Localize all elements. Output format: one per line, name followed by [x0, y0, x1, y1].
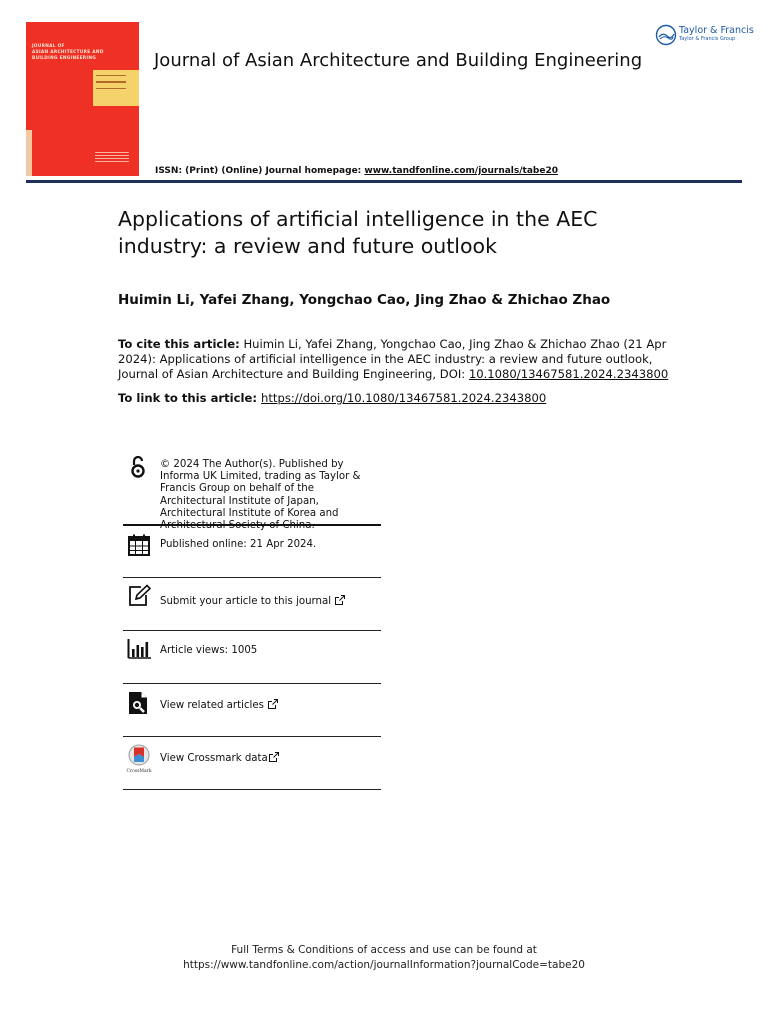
- open-access-icon: [127, 455, 151, 479]
- header-divider: [26, 180, 742, 183]
- external-link-icon: [269, 752, 279, 762]
- footer-terms-link[interactable]: https://www.tandfonline.com/action/journalInformation?journalCode=tabe20: [183, 959, 585, 971]
- submit-row[interactable]: [123, 578, 381, 631]
- article-doi-link[interactable]: https://doi.org/10.1080/13467581.2024.2343800: [261, 391, 547, 405]
- citation-doi-link[interactable]: 10.1080/13467581.2024.2343800: [468, 367, 669, 381]
- edit-icon: [127, 584, 151, 608]
- taylor-francis-logo-icon: [655, 24, 677, 46]
- calendar-icon: [127, 533, 151, 557]
- citation-block: [118, 337, 678, 382]
- cover-title-line: JOURNAL OF: [32, 44, 65, 49]
- citation-label: To cite this article:: [118, 337, 240, 351]
- row-divider: [123, 789, 381, 790]
- article-title: Applications of artificial intelligence in the AEC industry: a review and future outlook: [118, 207, 598, 258]
- cover-title-line: BUILDING ENGINEERING: [32, 56, 97, 61]
- open-access-text: © 2024 The Author(s). Published by Informa UK Limited, trading as Taylor & Francis Group on behalf of the Architectural Institute of Japan, Architectural Institute of Korea and: [160, 459, 361, 519]
- link-label: To link to this article:: [118, 391, 262, 405]
- citation-text: Huimin Li, Yafei Zhang, Yongchao Cao, Jing Zhao & Zhichao Zhao (21 Apr 2024): Applications of artificial intelligence in the AEC industry: a review and future outlook, Journal of Asian Architecture and Building Engineering, DOI:: [118, 337, 667, 381]
- published-text: Published online: 21 Apr 2024.: [160, 539, 317, 550]
- open-access-row: [123, 455, 381, 525]
- crossmark-label: CrossMark: [126, 769, 152, 774]
- crossmark-text: View Crossmark data: [160, 753, 268, 764]
- article-link-line: [118, 391, 546, 405]
- article-authors: Huimin Li, Yafei Zhang, Yongchao Cao, Jing Zhao & Zhichao Zhao: [118, 292, 611, 308]
- crossmark-row[interactable]: [123, 737, 381, 790]
- related-row[interactable]: [123, 684, 381, 737]
- footer-terms: [0, 943, 768, 973]
- submit-link[interactable]: [160, 595, 345, 608]
- bar-chart-icon: [127, 637, 151, 661]
- related-text: View related articles: [160, 700, 264, 711]
- cover-publisher-block: [93, 150, 139, 170]
- related-link[interactable]: [160, 699, 278, 712]
- document-search-icon: [127, 691, 151, 715]
- cover-title: [32, 44, 122, 62]
- crossmark-icon: [125, 744, 153, 774]
- crossmark-link[interactable]: [160, 752, 279, 765]
- journal-name: Journal of Asian Architecture and Building Engineering: [154, 50, 643, 71]
- cover-title-line: ASIAN ARCHITECTURE AND: [32, 50, 104, 55]
- views-row: [123, 631, 381, 684]
- external-link-icon: [335, 595, 345, 605]
- views-text: Article views: 1005: [160, 645, 258, 656]
- footer-line-1: Full Terms & Conditions of access and use can be found at: [231, 944, 537, 956]
- publisher-name: Taylor & Francis: [679, 25, 754, 36]
- submit-text: Submit your article to this journal: [160, 596, 332, 607]
- published-row: [123, 526, 381, 578]
- crossmark-logo-icon: [125, 744, 153, 766]
- cover-side-strip: [26, 130, 32, 176]
- publisher-logo[interactable]: [655, 22, 754, 48]
- publisher-subname: Taylor & Francis Group: [679, 36, 736, 42]
- issn-line: [155, 166, 558, 176]
- journal-cover: [26, 22, 139, 176]
- issn-prefix: ISSN: (Print) (Online) Journal homepage:: [155, 166, 365, 176]
- external-link-icon: [268, 699, 278, 709]
- journal-homepage-link[interactable]: www.tandfonline.com/journals/tabe20: [364, 166, 558, 176]
- cover-issue-band: [93, 70, 139, 106]
